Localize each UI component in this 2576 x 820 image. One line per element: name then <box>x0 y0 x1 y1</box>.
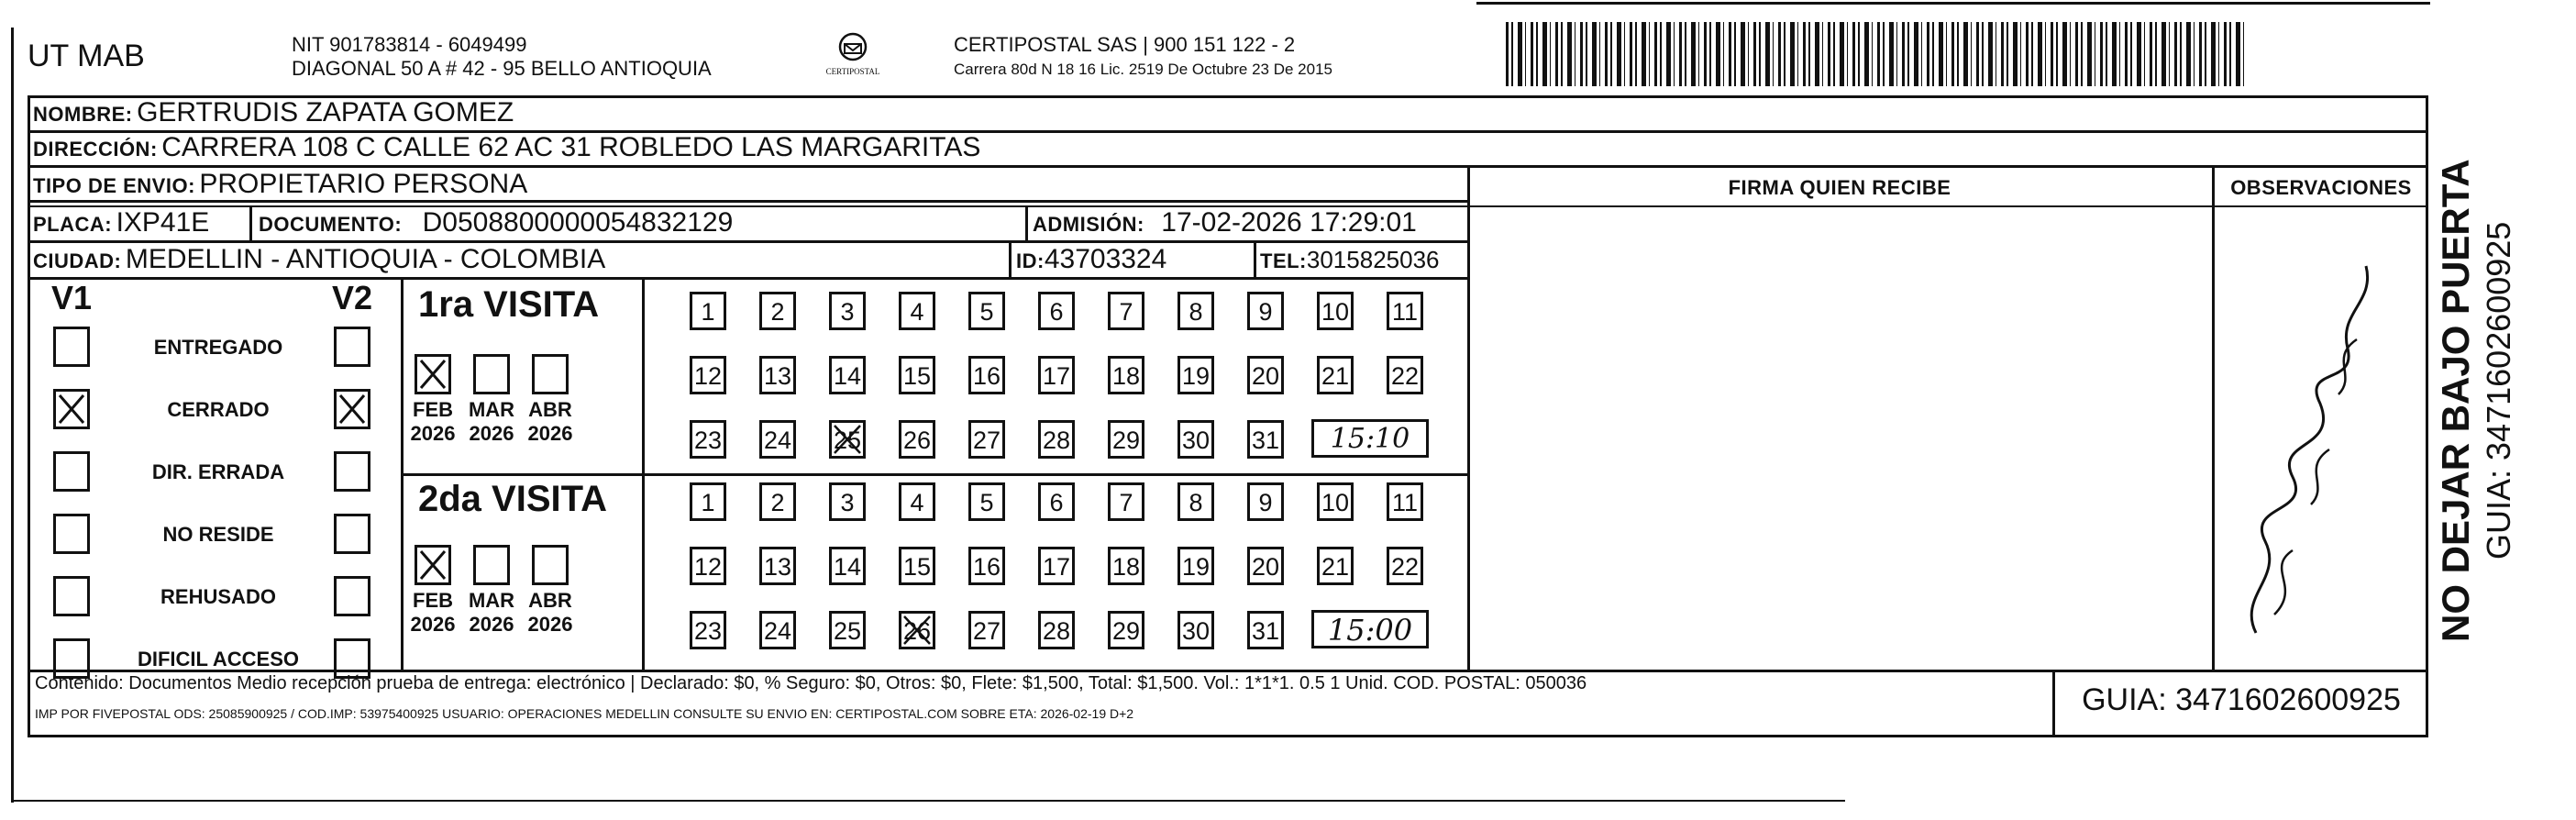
id-field <box>1016 244 1166 275</box>
second-visit-day-5[interactable]: 5 <box>968 482 1005 521</box>
second-visit-day-27[interactable]: 27 <box>968 611 1005 649</box>
second-visit-day-28[interactable]: 28 <box>1038 611 1075 649</box>
second-visit-day-23[interactable]: 23 <box>690 611 726 649</box>
direccion-value: CARRERA 108 C CALLE 62 AC 31 ROBLEDO LAS MARGARITAS <box>161 132 981 162</box>
carrier-address: Carrera 80d N 18 16 Lic. 2519 De Octubre 23 De 2015 <box>954 61 1332 78</box>
row-line <box>28 200 1467 203</box>
second-visit-time: 15:00 <box>1327 613 1413 648</box>
second-visit-day-1[interactable]: 1 <box>690 482 726 521</box>
v2-checkbox-no-reside[interactable] <box>334 514 370 554</box>
row-line <box>28 240 1467 243</box>
second-visit-month-feb-checkbox[interactable] <box>415 545 451 585</box>
second-visit-day-18[interactable]: 18 <box>1108 547 1144 585</box>
first-visit-day-30[interactable]: 30 <box>1177 420 1214 459</box>
documento-field <box>259 207 733 238</box>
status-option-no-reside: NO RESIDE <box>162 523 274 546</box>
second-visit-day-22[interactable]: 22 <box>1387 547 1423 585</box>
first-visit-day-25[interactable]: 25 <box>829 420 866 459</box>
second-visit-time-box <box>1311 610 1429 648</box>
id-label: ID: <box>1016 249 1045 272</box>
v2-checkbox-rehusado[interactable] <box>334 576 370 616</box>
left-border <box>11 28 14 803</box>
first-visit-day-8[interactable]: 8 <box>1177 292 1214 330</box>
observaciones-label: OBSERVACIONES <box>2230 176 2412 199</box>
tel-value: 3015825036 <box>1306 246 1440 273</box>
first-visit-month-abr-label: ABR 2026 <box>527 398 573 445</box>
second-visit-day-17[interactable]: 17 <box>1038 547 1075 585</box>
status-option-dificil-acceso: DIFICIL ACCESO <box>137 648 299 670</box>
status-option-dir-errada: DIR. ERRADA <box>151 460 285 483</box>
footer-imp: IMP POR FIVEPOSTAL ODS: 25085900925 / COD.IMP: 53975400925 USUARIO: OPERACIONES MEDELLIN CONSULTE SU ENVIO EN: CERTIPOSTAL.COM SOBRE ETA: 2026-02-19 D+2 <box>35 706 1134 721</box>
placa-label: PLACA: <box>33 213 113 236</box>
row-line <box>28 277 1467 280</box>
status-option-rehusado: REHUSADO <box>160 585 276 608</box>
first-visit-day-21[interactable]: 21 <box>1317 356 1354 394</box>
second-visit-day-11[interactable]: 11 <box>1387 482 1423 521</box>
first-visit-day-12[interactable]: 12 <box>690 356 726 394</box>
second-visit-day-24[interactable]: 24 <box>759 611 796 649</box>
ciudad-value: MEDELLIN - ANTIOQUIA - COLOMBIA <box>125 244 606 274</box>
placa-value: IXP41E <box>116 207 210 238</box>
first-visit-day-20[interactable]: 20 <box>1247 356 1284 394</box>
first-visit-time: 15:10 <box>1330 423 1410 455</box>
admision-value: 17-02-2026 17:29:01 <box>1161 207 1417 238</box>
first-visit-month-mar-checkbox[interactable] <box>473 354 510 394</box>
first-visit-day-17[interactable]: 17 <box>1038 356 1075 394</box>
second-visit-month-feb-label: FEB 2026 <box>410 589 456 636</box>
first-visit-day-14[interactable]: 14 <box>829 356 866 394</box>
direccion-label: DIRECCIÓN: <box>33 138 158 161</box>
status-option-cerrado: CERRADO <box>167 398 270 421</box>
v1-checkbox-no-reside[interactable] <box>53 514 90 554</box>
second-visit-day-30[interactable]: 30 <box>1177 611 1214 649</box>
first-visit-day-15[interactable]: 15 <box>899 356 935 394</box>
v2-checkbox-cerrado[interactable] <box>334 389 370 429</box>
first-visit-day-19[interactable]: 19 <box>1177 356 1214 394</box>
first-visit-day-5[interactable]: 5 <box>968 292 1005 330</box>
first-visit-day-27[interactable]: 27 <box>968 420 1005 459</box>
bottom-border <box>11 800 1845 802</box>
tipo-field <box>33 169 527 200</box>
second-visit-day-16[interactable]: 16 <box>968 547 1005 585</box>
first-visit-day-1[interactable]: 1 <box>690 292 726 330</box>
col-line <box>1009 240 1012 277</box>
v2-checkbox-entregado[interactable] <box>334 327 370 367</box>
col-line <box>2212 165 2215 670</box>
second-visit-day-3[interactable]: 3 <box>829 482 866 521</box>
second-visit-day-31[interactable]: 31 <box>1247 611 1284 649</box>
col-line <box>249 205 252 240</box>
nombre-field <box>33 97 514 128</box>
tipo-value: PROPIETARIO PERSONA <box>199 169 528 199</box>
first-visit-day-4[interactable]: 4 <box>899 292 935 330</box>
ciudad-label: CIUDAD: <box>33 249 122 272</box>
col-line <box>1254 240 1256 277</box>
certipostal-logo <box>825 31 880 83</box>
first-visit-day-23[interactable]: 23 <box>690 420 726 459</box>
col-line <box>1025 205 1028 240</box>
v1-checkbox-cerrado[interactable] <box>53 389 90 429</box>
logo-text: CERTIPOSTAL <box>825 67 880 76</box>
placa-field <box>33 207 209 238</box>
second-visit-title: 2da VISITA <box>418 479 607 519</box>
first-visit-day-13[interactable]: 13 <box>759 356 796 394</box>
second-visit-day-13[interactable]: 13 <box>759 547 796 585</box>
row-line <box>401 473 1467 476</box>
first-visit-day-22[interactable]: 22 <box>1387 356 1423 394</box>
ciudad-field <box>33 244 605 275</box>
first-visit-day-7[interactable]: 7 <box>1108 292 1144 330</box>
second-visit-day-7[interactable]: 7 <box>1108 482 1144 521</box>
v2-label: V2 <box>332 279 373 316</box>
first-visit-month-feb-label: FEB 2026 <box>410 398 456 445</box>
second-visit-day-25[interactable]: 25 <box>829 611 866 649</box>
row-line <box>28 165 2428 168</box>
second-visit-day-8[interactable]: 8 <box>1177 482 1214 521</box>
second-visit-day-4[interactable]: 4 <box>899 482 935 521</box>
footer-guia: GUIA: 3471602600925 <box>2082 682 2401 717</box>
first-visit-day-6[interactable]: 6 <box>1038 292 1075 330</box>
v1-checkbox-entregado[interactable] <box>53 327 90 367</box>
second-visit-day-6[interactable]: 6 <box>1038 482 1075 521</box>
second-visit-day-26[interactable]: 26 <box>899 611 935 649</box>
second-visit-month-mar-label: MAR 2026 <box>468 589 515 636</box>
nombre-value: GERTRUDIS ZAPATA GOMEZ <box>137 97 514 127</box>
col-line <box>1467 165 1470 670</box>
first-visit-month-mar-label: MAR 2026 <box>468 398 515 445</box>
v1-label: V1 <box>51 279 93 316</box>
company-nit: NIT 901783814 - 6049499 <box>292 33 527 56</box>
second-visit-day-9[interactable]: 9 <box>1247 482 1284 521</box>
handwritten-signature <box>2228 248 2412 651</box>
second-visit-day-19[interactable]: 19 <box>1177 547 1214 585</box>
first-visit-day-28[interactable]: 28 <box>1038 420 1075 459</box>
envelope-logo-icon <box>836 31 869 62</box>
second-visit-month-mar-checkbox[interactable] <box>473 545 510 585</box>
first-visit-month-abr-checkbox[interactable] <box>532 354 569 394</box>
first-visit-day-24[interactable]: 24 <box>759 420 796 459</box>
footer-contenido: Contenido: Documentos Medio recepción prueba de entrega: electrónico | Declarado: $0, % Seguro: $0, Otros: $0, Flete: $1,500, Total: $1,500. Vol.: 1*1*1. 0.5 1 Unid. COD. POSTAL: 050036 <box>35 673 1587 693</box>
second-visit-day-29[interactable]: 29 <box>1108 611 1144 649</box>
id-value: 43703324 <box>1044 244 1167 274</box>
second-visit-day-10[interactable]: 10 <box>1317 482 1354 521</box>
v1-checkbox-dir-errada[interactable] <box>53 451 90 492</box>
second-visit-day-15[interactable]: 15 <box>899 547 935 585</box>
nombre-label: NOMBRE: <box>33 103 133 126</box>
first-visit-day-9[interactable]: 9 <box>1247 292 1284 330</box>
first-visit-day-2[interactable]: 2 <box>759 292 796 330</box>
second-visit-day-21[interactable]: 21 <box>1317 547 1354 585</box>
first-visit-title: 1ra VISITA <box>418 284 600 325</box>
second-visit-day-14[interactable]: 14 <box>829 547 866 585</box>
company-address: DIAGONAL 50 A # 42 - 95 BELLO ANTIOQUIA <box>292 57 712 80</box>
second-visit-month-abr-label: ABR 2026 <box>527 589 573 636</box>
first-visit-day-29[interactable]: 29 <box>1108 420 1144 459</box>
tipo-label: TIPO DE ENVIO: <box>33 174 195 197</box>
first-visit-day-26[interactable]: 26 <box>899 420 935 459</box>
admision-field <box>1033 207 1417 238</box>
second-visit-day-12[interactable]: 12 <box>690 547 726 585</box>
first-visit-day-3[interactable]: 3 <box>829 292 866 330</box>
firma-label: FIRMA QUIEN RECIBE <box>1728 176 1951 199</box>
admision-label: ADMISIÓN: <box>1033 213 1144 236</box>
first-visit-month-feb-checkbox[interactable] <box>415 354 451 394</box>
v2-checkbox-dir-errada[interactable] <box>334 451 370 492</box>
second-visit-day-2[interactable]: 2 <box>759 482 796 521</box>
status-option-entregado: ENTREGADO <box>153 336 283 359</box>
first-visit-day-16[interactable]: 16 <box>968 356 1005 394</box>
side-warning: NO DEJAR BAJO PUERTA <box>2434 159 2477 642</box>
second-visit-day-20[interactable]: 20 <box>1247 547 1284 585</box>
second-visit-month-abr-checkbox[interactable] <box>532 545 569 585</box>
v1-checkbox-rehusado[interactable] <box>53 576 90 616</box>
first-visit-day-31[interactable]: 31 <box>1247 420 1284 459</box>
tel-field <box>1260 246 1440 274</box>
top-border <box>1476 2 2430 5</box>
barcode <box>1506 22 2245 86</box>
company-name: UT MAB <box>28 39 145 73</box>
documento-label: DOCUMENTO: <box>259 213 403 236</box>
carrier-name: CERTIPOSTAL SAS | 900 151 122 - 2 <box>954 33 1296 56</box>
first-visit-day-10[interactable]: 10 <box>1317 292 1354 330</box>
first-visit-day-11[interactable]: 11 <box>1387 292 1423 330</box>
documento-value: D0508800000054832129 <box>422 207 734 238</box>
side-guia: GUIA: 3471602600925 <box>2480 221 2517 560</box>
first-visit-day-18[interactable]: 18 <box>1108 356 1144 394</box>
tel-label: TEL: <box>1260 249 1307 272</box>
direccion-field <box>33 132 980 163</box>
first-visit-time-box <box>1311 419 1429 458</box>
